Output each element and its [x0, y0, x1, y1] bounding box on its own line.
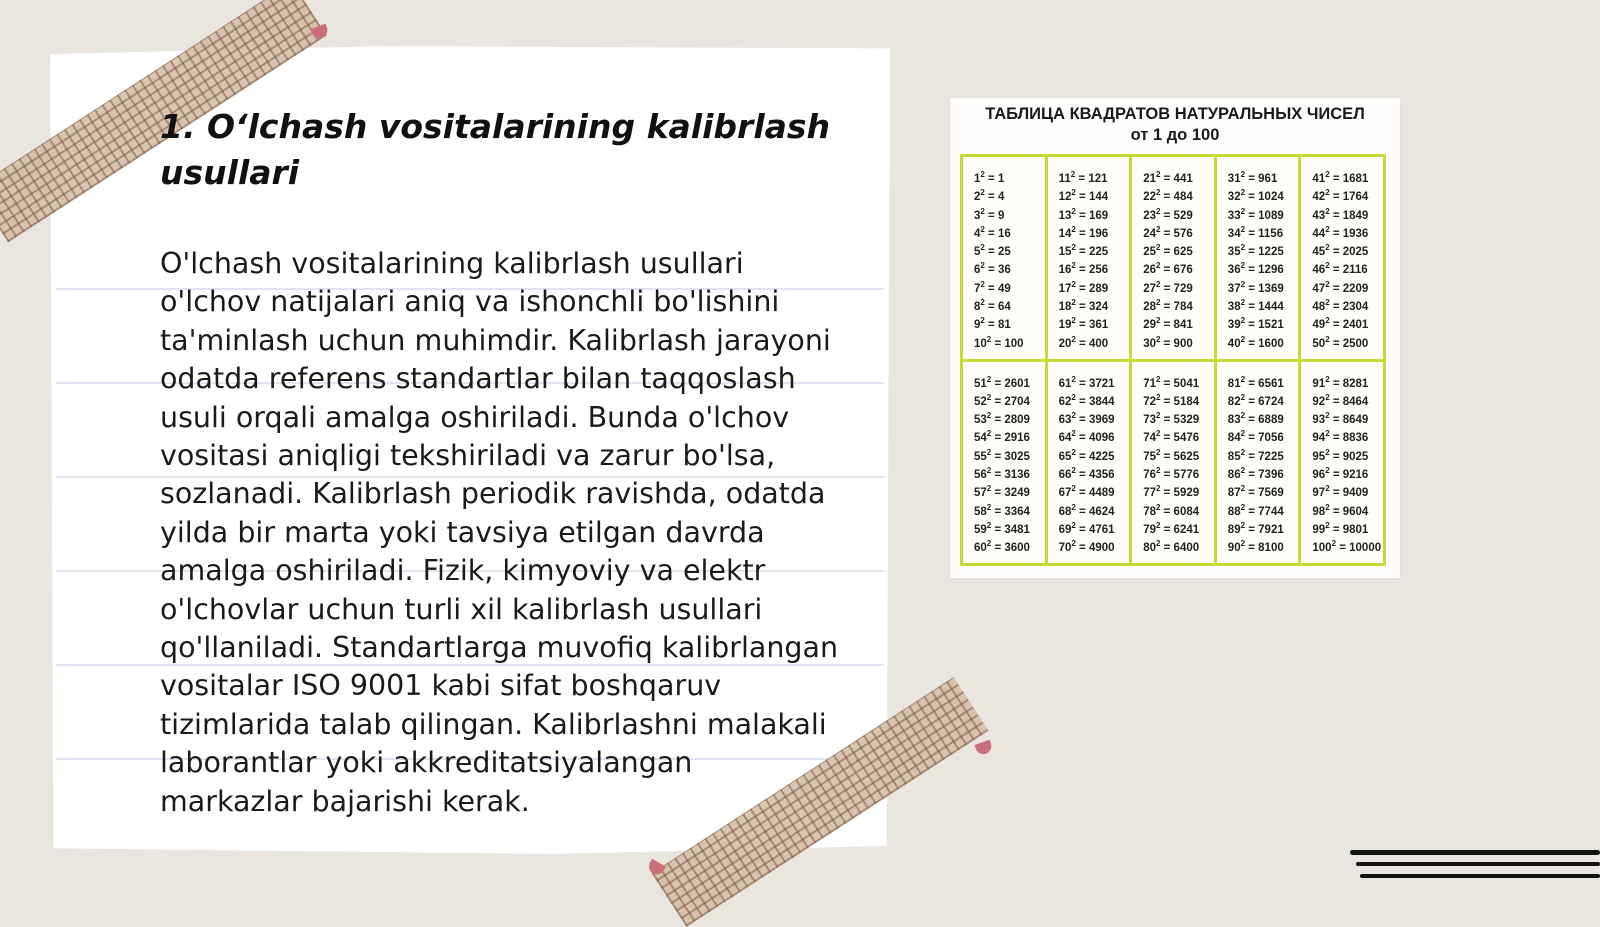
- square-entry: $86^2 = 7396$: [1227, 465, 1284, 481]
- square-entry: $83^2 = 6889$: [1227, 411, 1284, 427]
- square-entry: $79^2 = 6241$: [1143, 520, 1200, 536]
- decorative-line: [1360, 874, 1600, 878]
- squares-table-title-line1: ТАБЛИЦА КВАДРАТОВ НАТУРАЛЬНЫХ ЧИСЕЛ: [985, 105, 1365, 123]
- square-entry: $15^2 = 225$: [1058, 243, 1109, 259]
- square-entry: $97^2 = 9409$: [1312, 484, 1369, 500]
- square-entry: $98^2 = 9604$: [1312, 502, 1369, 518]
- square-entry: $57^2 = 3249$: [974, 484, 1030, 500]
- square-entry: $5^2 = 25$: [974, 243, 1011, 259]
- squares-block: [963, 157, 1045, 359]
- squares-block: [1217, 362, 1299, 564]
- decorative-line: [1356, 862, 1600, 866]
- square-entry: $29^2 = 841$: [1143, 316, 1193, 332]
- square-entry: $77^2 = 5929$: [1143, 484, 1200, 500]
- square-entry: $85^2 = 7225$: [1227, 447, 1284, 463]
- squares-block: [1132, 362, 1214, 564]
- square-entry: $12^2 = 144$: [1058, 188, 1109, 204]
- square-entry: $92^2 = 8464$: [1312, 392, 1369, 408]
- square-entry: $16^2 = 256$: [1058, 261, 1109, 277]
- square-entry: $26^2 = 676$: [1143, 261, 1193, 277]
- squares-table-title-line2: от 1 до 100: [1130, 126, 1220, 144]
- square-entry: $47^2 = 2209$: [1312, 279, 1369, 295]
- squares-block: [1301, 157, 1383, 359]
- square-entry: $33^2 = 1089$: [1227, 206, 1284, 222]
- squares-block: [1048, 157, 1130, 359]
- square-entry: $1^2 = 1$: [974, 170, 1005, 185]
- square-entry: $41^2 = 1681$: [1312, 170, 1369, 185]
- square-entry: $67^2 = 4489$: [1058, 484, 1115, 500]
- square-entry: $71^2 = 5041$: [1143, 374, 1200, 390]
- square-entry: $39^2 = 1521$: [1227, 316, 1284, 332]
- square-entry: $27^2 = 729$: [1143, 279, 1193, 295]
- square-entry: $69^2 = 4761$: [1058, 520, 1115, 536]
- square-entry: $31^2 = 961$: [1227, 170, 1278, 185]
- squares-grid: [960, 154, 1386, 566]
- square-entry: $40^2 = 1600$: [1227, 334, 1284, 350]
- square-entry: $66^2 = 4356$: [1058, 465, 1115, 481]
- square-entry: $37^2 = 1369$: [1227, 279, 1284, 295]
- square-entry: $38^2 = 1444$: [1227, 298, 1284, 314]
- square-entry: $62^2 = 3844$: [1058, 392, 1115, 408]
- square-entry: $50^2 = 2500$: [1312, 334, 1369, 350]
- square-entry: $93^2 = 8649$: [1312, 411, 1369, 427]
- square-entry: $100^2 = 10000$: [1312, 539, 1382, 555]
- square-entry: $95^2 = 9025$: [1312, 447, 1369, 463]
- squares-block: [1048, 362, 1130, 564]
- square-entry: $90^2 = 8100$: [1227, 539, 1284, 555]
- square-entry: $36^2 = 1296$: [1227, 261, 1284, 277]
- square-entry: $24^2 = 576$: [1143, 224, 1193, 240]
- square-entry: $8^2 = 64$: [974, 298, 1011, 314]
- square-entry: $54^2 = 2916$: [974, 429, 1030, 445]
- square-entry: $43^2 = 1849$: [1312, 206, 1369, 222]
- square-entry: $49^2 = 2401$: [1312, 316, 1369, 332]
- square-entry: $6^2 = 36$: [974, 261, 1011, 277]
- squares-table-title: [950, 104, 1400, 146]
- square-entry: $25^2 = 625$: [1143, 243, 1193, 259]
- slide-body-text: O'lchash vositalarining kalibrlash usullari o'lchov natijalari aniq va ishonchli bo'lishini ta'minlash uchun muhimdir. Kalibrlash jarayoni odatda referens standartlar bilan taqqoslash usuli orqali amalga oshiriladi. Bunda o'lchov vositasi aniqligi tekshiriladi va zarur bo'lsa, sozlanadi. Kalibrlash periodik ravishda, odatda yilda bir marta yoki tavsiya etilgan davrda amalga oshiriladi. Fizik, kimyoviy va elektr o'lchovlar uchun turli xil kalibrlash usullari qo'llaniladi. Standartlarga muvofiq kalibrlangan vositalar ISO 9001 kabi sifat boshqaruv tizimlarida talab qilingan. Kalibrlashni malakali laborantlar yoki akkreditatsiyalangan markazlar bajarishi kerak.: [160, 247, 839, 818]
- square-entry: $99^2 = 9801$: [1312, 520, 1369, 536]
- square-entry: $64^2 = 4096$: [1058, 429, 1115, 445]
- square-entry: $58^2 = 3364$: [974, 502, 1030, 518]
- square-entry: $73^2 = 5329$: [1143, 411, 1200, 427]
- square-entry: $7^2 = 49$: [974, 279, 1011, 295]
- square-entry: $88^2 = 7744$: [1227, 502, 1284, 518]
- slide-title: 1. O‘lchash vositalarining kalibrlash usullari: [160, 107, 831, 192]
- square-entry: $78^2 = 6084$: [1143, 502, 1200, 518]
- tape-tab-decoration: [974, 740, 993, 757]
- square-entry: $14^2 = 196$: [1058, 224, 1109, 240]
- square-entry: $60^2 = 3600$: [974, 539, 1030, 555]
- square-entry: $45^2 = 2025$: [1312, 243, 1369, 259]
- square-entry: $75^2 = 5625$: [1143, 447, 1200, 463]
- square-entry: $51^2 = 2601$: [974, 374, 1030, 390]
- square-entry: $42^2 = 1764$: [1312, 188, 1369, 204]
- square-entry: $74^2 = 5476$: [1143, 429, 1200, 445]
- square-entry: $76^2 = 5776$: [1143, 465, 1200, 481]
- square-entry: $68^2 = 4624$: [1058, 502, 1115, 518]
- square-entry: $11^2 = 121$: [1058, 170, 1108, 185]
- square-entry: $80^2 = 6400$: [1143, 539, 1200, 555]
- square-entry: $81^2 = 6561$: [1227, 374, 1284, 390]
- square-entry: $2^2 = 4$: [974, 188, 1005, 204]
- square-entry: $18^2 = 324$: [1058, 298, 1109, 314]
- square-entry: $44^2 = 1936$: [1312, 224, 1369, 240]
- square-entry: $9^2 = 81$: [974, 316, 1011, 332]
- decorative-line: [1350, 850, 1600, 855]
- square-entry: $23^2 = 529$: [1143, 206, 1193, 222]
- square-entry: $17^2 = 289$: [1058, 279, 1109, 295]
- square-entry: $30^2 = 900$: [1143, 334, 1193, 350]
- square-entry: $52^2 = 2704$: [974, 392, 1030, 408]
- square-entry: $34^2 = 1156$: [1227, 224, 1284, 240]
- square-entry: $96^2 = 9216$: [1312, 465, 1369, 481]
- square-entry: $65^2 = 4225$: [1058, 447, 1115, 463]
- square-entry: $87^2 = 7569$: [1227, 484, 1284, 500]
- square-entry: $55^2 = 3025$: [974, 447, 1030, 463]
- square-entry: $70^2 = 4900$: [1058, 539, 1115, 555]
- squares-table-image: [950, 98, 1400, 578]
- squares-block: [1132, 157, 1214, 359]
- square-entry: $94^2 = 8836$: [1312, 429, 1369, 445]
- square-entry: $89^2 = 7921$: [1227, 520, 1284, 536]
- square-entry: $48^2 = 2304$: [1312, 298, 1369, 314]
- square-entry: $56^2 = 3136$: [974, 465, 1030, 481]
- square-entry: $53^2 = 2809$: [974, 411, 1030, 427]
- square-entry: $10^2 = 100$: [974, 334, 1024, 350]
- square-entry: $4^2 = 16$: [974, 224, 1011, 240]
- square-entry: $63^2 = 3969$: [1058, 411, 1115, 427]
- square-entry: $19^2 = 361$: [1058, 316, 1109, 332]
- square-entry: $3^2 = 9$: [974, 206, 1005, 222]
- square-entry: $21^2 = 441$: [1143, 170, 1193, 185]
- square-entry: $91^2 = 8281$: [1312, 374, 1369, 390]
- square-entry: $82^2 = 6724$: [1227, 392, 1284, 408]
- square-entry: $20^2 = 400$: [1058, 334, 1109, 350]
- square-entry: $61^2 = 3721$: [1058, 374, 1115, 390]
- squares-block: [1217, 157, 1299, 359]
- square-entry: $46^2 = 2116$: [1312, 261, 1368, 277]
- square-entry: $59^2 = 3481$: [974, 520, 1030, 536]
- square-entry: $72^2 = 5184$: [1143, 392, 1200, 408]
- squares-block: [1301, 362, 1383, 564]
- square-entry: $84^2 = 7056$: [1227, 429, 1284, 445]
- square-entry: $28^2 = 784$: [1143, 298, 1193, 314]
- square-entry: $32^2 = 1024$: [1227, 188, 1284, 204]
- squares-block: [963, 362, 1045, 564]
- square-entry: $22^2 = 484$: [1143, 188, 1193, 204]
- square-entry: $35^2 = 1225$: [1227, 243, 1284, 259]
- square-entry: $13^2 = 169$: [1058, 206, 1109, 222]
